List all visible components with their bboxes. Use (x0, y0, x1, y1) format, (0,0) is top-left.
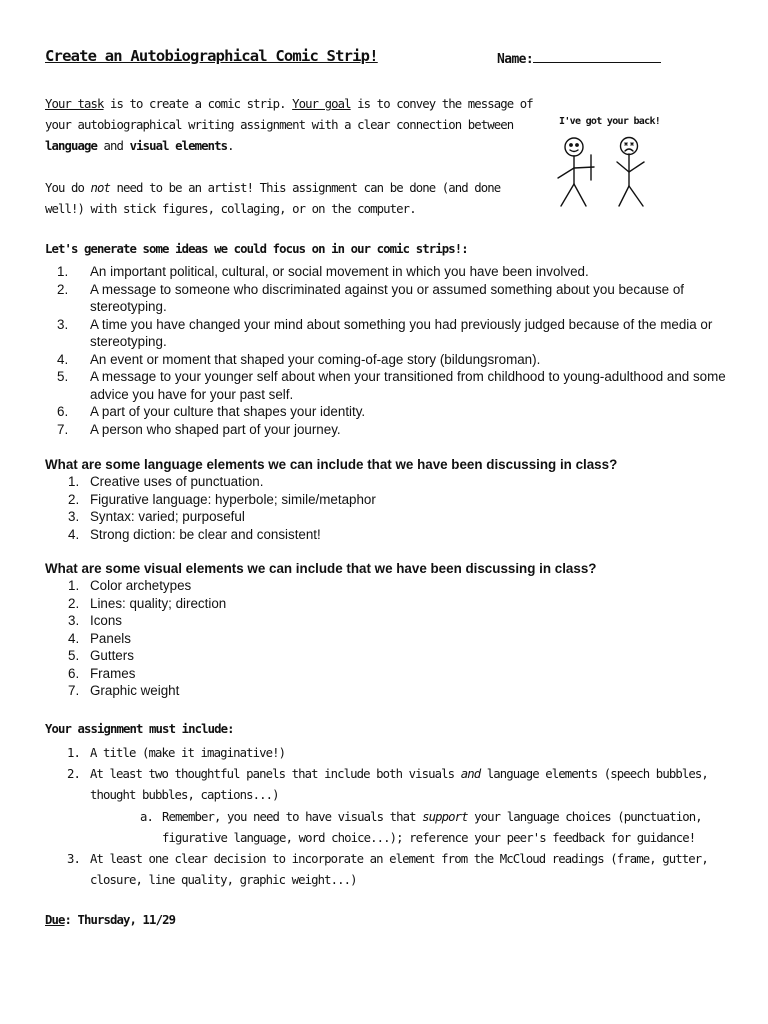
language-keyword: language (45, 139, 98, 153)
note-text-a: You do (45, 181, 91, 195)
list-item: 3. Syntax: varied; purposeful (68, 509, 245, 524)
comic-caption: I've got your back! (559, 116, 661, 127)
smiling-stick-figure (558, 138, 594, 206)
assignment-requirements-list (67, 743, 720, 891)
language-elements-heading: What are some language elements we can include that we have been discussing in class? (45, 457, 618, 472)
list-item: 1. A title (make it imaginative!) (67, 746, 286, 760)
list-item: 3. At least one clear decision to incorporate an element from the McCloud readings (frame, gutter, closure, line quality, graphic weight...) (67, 852, 708, 888)
list-item: 5. Gutters (68, 648, 134, 663)
ideas-list (57, 263, 730, 438)
list-item: 2. Lines: quality; direction (68, 595, 227, 611)
list-item: 1. Creative uses of punctuation. (68, 474, 264, 489)
list-item: 5. A message to your younger self about when your transitioned from childhood to young-adulthood and some advice you have for your past self. (57, 369, 726, 402)
task-label: Your task (45, 97, 104, 111)
list-item: 3. A time you have changed your mind about something you had previously judged because of the media or stereotyping. (57, 316, 713, 349)
task-text: is to create a comic strip. (103, 97, 293, 111)
list-item: 2. Figurative language: hyperbole; simile/metaphor (68, 491, 376, 507)
list-item: 3. Icons (68, 613, 123, 628)
name-label: Name: (497, 52, 534, 67)
due-value: : Thursday, 11/29 (64, 913, 176, 927)
list-item: 1. Color archetypes (68, 578, 192, 593)
intro-paragraph (45, 94, 535, 157)
period: . (227, 139, 234, 153)
list-item: a. Remember, you need to have visuals that support your language choices (punctuation, figurative language, word choice...); reference your peer's feedback for guidance! (140, 809, 702, 845)
visual-elements-heading: What are some visual elements we can include that we have been discussing in class? (45, 561, 597, 576)
goal-label: Your goal (292, 97, 351, 111)
list-item: 6. A part of your culture that shapes your identity. (57, 404, 366, 419)
visual-elements-list (68, 577, 227, 700)
list-item: 6. Frames (68, 665, 136, 681)
list-item: 4. Strong diction: be clear and consistent! (68, 526, 321, 542)
list-item: 7. Graphic weight (68, 683, 180, 698)
name-blank-line (533, 50, 661, 63)
list-item: 4. Panels (68, 630, 131, 646)
list-item: 4. An event or moment that shaped your coming-of-age story (bildungsroman). (57, 351, 541, 367)
list-item: 7. A person who shaped part of your journey. (57, 421, 341, 437)
and-text: and (97, 139, 130, 153)
assignment-heading: Your assignment must include: (45, 722, 234, 736)
list-item: 1. An important political, cultural, or social movement in which you have been involved. (57, 264, 589, 279)
due-date (45, 913, 175, 927)
artist-note (45, 178, 525, 220)
stick-figure-illustration (553, 114, 663, 214)
not-emphasis: not (90, 181, 111, 195)
list-item: 2. At least two thoughtful panels that include both visuals and language elements (speech bubbles, thought bubbles, captions...) (67, 767, 708, 803)
list-item: 2. A message to someone who discriminated against you or assumed something about you because of stereotyping. (57, 281, 684, 314)
goal-text: is to convey the message of your autobiographical writing assignment with a clear connection between (45, 97, 533, 132)
ideas-heading: Let's generate some ideas we could focus on in our comic strips!: (45, 242, 468, 256)
page-title: Create an Autobiographical Comic Strip! (45, 47, 378, 65)
note-text-b: need to be an artist! This assignment can be done (and done well!) with stick figures, collaging, or on the computer. (45, 181, 501, 216)
sad-stick-figure (617, 138, 644, 207)
name-field (497, 50, 661, 67)
visual-keyword: visual elements (129, 139, 228, 153)
due-label: Due (45, 913, 65, 927)
language-elements-list (68, 473, 376, 543)
